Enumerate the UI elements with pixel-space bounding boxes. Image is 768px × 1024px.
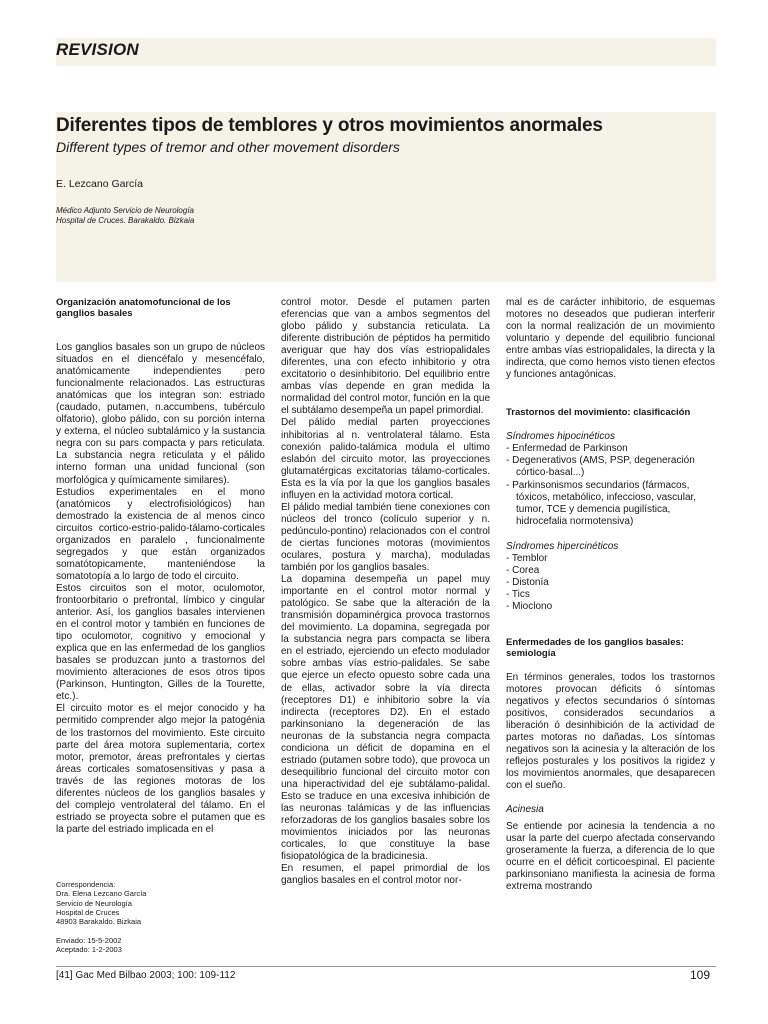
affiliation-line: Hospital de Cruces. Barakaldo. Bizkaia — [56, 216, 195, 225]
paragraph: Los ganglios basales son un grupo de núcleos situados en el diencéfalo y mesencéfalo, anatómicamente independientes pero funcionalmente relacionados. Las estructuras anatómicas que los integran son: estriado (caudado, putamen, n.accumbens, tubérculo olfatorio), globo pálido, con su porción interna y externa, el núcleo subtalámico y la sustancia negra con su pars compacta y pars reticulata. La substancia negra reticulata y el pálido interno forman una unidad funcional (son morfológica y químicamente similares). — [56, 342, 265, 486]
paragraph: El circuito motor es el mejor conocido y ha permitido comprender algo mejor la patogénia de los trastornos del movimiento. Este circuito parte del área motora suplementaria, cortex motor, premotor, áreas prefrontales y ciertas áreas corticales somatosensitivas y pasa a través de las regiones motoras de los diferentes núcleos de los ganglios basales y del complejo ventrolateral del tálamo. En el estriado se proyecta sobre el putamen que es la parte del estriado implicada en el — [56, 703, 265, 835]
hyperkinetic-list — [506, 553, 715, 613]
paragraph: Se entiende por acinesia la tendencia a no usar la parte del cuerpo afectada conservando groseramente la fuerza, a diferencia de lo que ocurre en el déficit corticoespinal. El paciente parkinsoniano manifiesta la acinesia de forma extrema mostrando — [506, 820, 715, 892]
correspondence-line: Servicio de Neurología — [56, 898, 132, 908]
paragraph: Del pálido medial parten proyecciones inhibitorias al n. ventrolateral tálamo. Esta conexión palido-talámica modula el ultimo eslabón del circuito motor, las proyecciones glutamatérgicas excitatorias tálamo-corticales. Esta es la vía por la que los ganglios basales influyen en la actividad motora cortical. — [281, 417, 490, 501]
hypokinetic-list — [506, 443, 715, 527]
correspondence-line: Correspondencia: — [56, 880, 116, 889]
paragraph: La dopamina desempeña un papel muy importante en el control motor normal y patológico. Se sabe que la alteración de la transmisión dopaminérgica provoca trastornos del movimiento. La dopamina, segregada por la substancia negra pars compacta se libera en el estriado, ejerciendo un efecto modulador sobre ambas vías estrio-palidales. Se sabe que ejerce un efecto opuesto sobre cada una de ellas, activador sobre la vía directa (receptores D1) e inhibitorio sobre la vía indirecta (receptores D2). En el estado parkinsoniano la degeneración de las neuronas de la substancia negra compacta condiciona un déficit de dopamina en el estriado (putamen sobre todo), que provoca un desequilibrio funcional del circuito motor con una hiperactividad del eje subtálamo-palidal. Esto se traduce en una excesiva inhibición de las neuronas talámicas y de las influencias reforzadoras de los ganglios basales sobre los movimientos iniciados por las neuronas corticales, lo que constituye la base fisiopatológica de la bradicinesia. — [281, 574, 490, 863]
correspondence — [56, 880, 146, 926]
list-item: - Distonía — [506, 576, 549, 588]
list-item: - Enfermedad de Parkinson — [506, 443, 628, 455]
affiliation-line: Médico Adjunto Servicio de Neurología — [56, 206, 195, 215]
article-subtitle: Different types of tremor and other movement disorders — [56, 139, 400, 155]
subheading: Síndromes hipercinéticos — [506, 540, 619, 552]
list-item: - Temblor — [506, 552, 548, 564]
page-number: 109 — [690, 968, 711, 982]
paragraph: El pálido medial también tiene conexiones con núcleos del tronco (colículo superior y n. pedúnculo-pontino) relacionados con el control de ciertas funciones motoras (movimientos oculares, postura y marcha), moduladas también por los ganglios basales. — [281, 501, 490, 574]
correspondence-line: 48903 Barakaldo. Bizkaia — [56, 917, 142, 927]
paragraph: Estudios experimentales en el mono (anatómicos y electrofisiológicos) han demostrado la existencia de al menos cinco circuitos cortico-estrio-palido-tálamo-corticales organizados en paralelo , funcionalmente segregados y que están organizados somatótopicamente, manteniéndose la somatotopía a lo largo de todo el circuito. — [56, 486, 265, 582]
paragraph: En resumen, el papel primordial de los ganglios basales en el control motor nor- — [281, 863, 490, 887]
list-item: - Corea — [506, 564, 540, 576]
paragraph: control motor. Desde el putamen parten eferencias que van a ambos segmentos del globo pálido y substancia reticulata. La diferente distribución de péptidos ha permitido averiguar que hay dos vías estriopalidales diferentes, una con efecto inhibitorio y otra excitatorio o desinhibitorio. Del equilibrio entre ambas vías depende en gran medida la normalidad del control motor, función en la que el subtálamo desempeña un papel primordial. — [281, 297, 490, 417]
correspondence-line: Hospital de Cruces — [56, 907, 120, 917]
section-heading: Trastornos del movimiento: clasificación — [506, 407, 691, 419]
paragraph: Estos circuitos son el motor, oculomotor, frontoorbitario o prefrontal, límbico y cingular anterior. Así, los ganglios basales intervienen en el control motor y también en funciones de tipo oculomotor, cognitivo y emocional y explica que en las enfermedad de los ganglios basales se produzcan junto a trastornos del movimiento alteraciones de esos otros tipos (Parkinson, Huntington, Gilles de la Tourette, etc.). — [56, 582, 265, 703]
correspondence-line: Dra. Elena Lezcano García — [56, 889, 147, 899]
list-item: - Degenerativos (AMS, PSP, degeneración córtico-basal...) — [506, 455, 695, 479]
article-header-box — [56, 112, 716, 282]
list-item: - Mioclono — [506, 600, 553, 612]
subheading: Acinesia — [506, 804, 544, 816]
accepted-date: Aceptado: 1-2-2003 — [56, 945, 122, 955]
submission-dates — [56, 936, 122, 955]
footer-rule — [56, 966, 716, 967]
column-2 — [281, 297, 490, 887]
list-item: - Parkinsonismos secundarios (fármacos, tóxicos, metabólico, infeccioso, vascular, tumor, TCE y demencia pugilística, hidrocefalia normotensiva) — [506, 479, 697, 527]
section-heading: Organización anatomofuncional de los ganglios basales — [56, 297, 231, 319]
section-band — [56, 38, 716, 66]
column-3 — [506, 297, 715, 893]
sent-date: Enviado: 15-5-2002 — [56, 936, 122, 945]
paragraph: mal es de carácter inhibitorio, de esquemas motores no deseados que pudieran interferir con la normal realización de un movimiento voluntario y depende del equilibrio funcional entre ambas vías estriopalidales, la directa y la indirecta, que como hemos visto tienen efectos y funciones antagónicas. — [506, 297, 715, 381]
section-label: REVISION — [56, 40, 139, 59]
paragraph: En términos generales, todos los trastornos motores provocan déficits ó síntomas negativos y efectos secundarios ó síntomas positivos, considerados secundarios a liberación ó desinhibición de la actividad de partes motoras no dañadas. Los síntomas negativos son la acinesia y la alteración de los reflejos posturales y los positivos la rigidez y los movimientos anormales, que desaparecen con el sueño. — [506, 671, 715, 792]
article-title: Diferentes tipos de temblores y otros movimientos anormales — [56, 115, 603, 136]
list-item: - Tics — [506, 588, 530, 600]
author-name: E. Lezcano García — [56, 178, 143, 190]
subheading: Síndromes hipocinéticos — [506, 431, 615, 443]
section-heading: Enfermedades de los ganglios basales: semiología — [506, 636, 684, 659]
affiliation — [56, 206, 194, 226]
journal-citation: [41] Gac Med Bilbao 2003; 100: 109-112 — [56, 970, 236, 981]
column-1 — [56, 297, 265, 836]
